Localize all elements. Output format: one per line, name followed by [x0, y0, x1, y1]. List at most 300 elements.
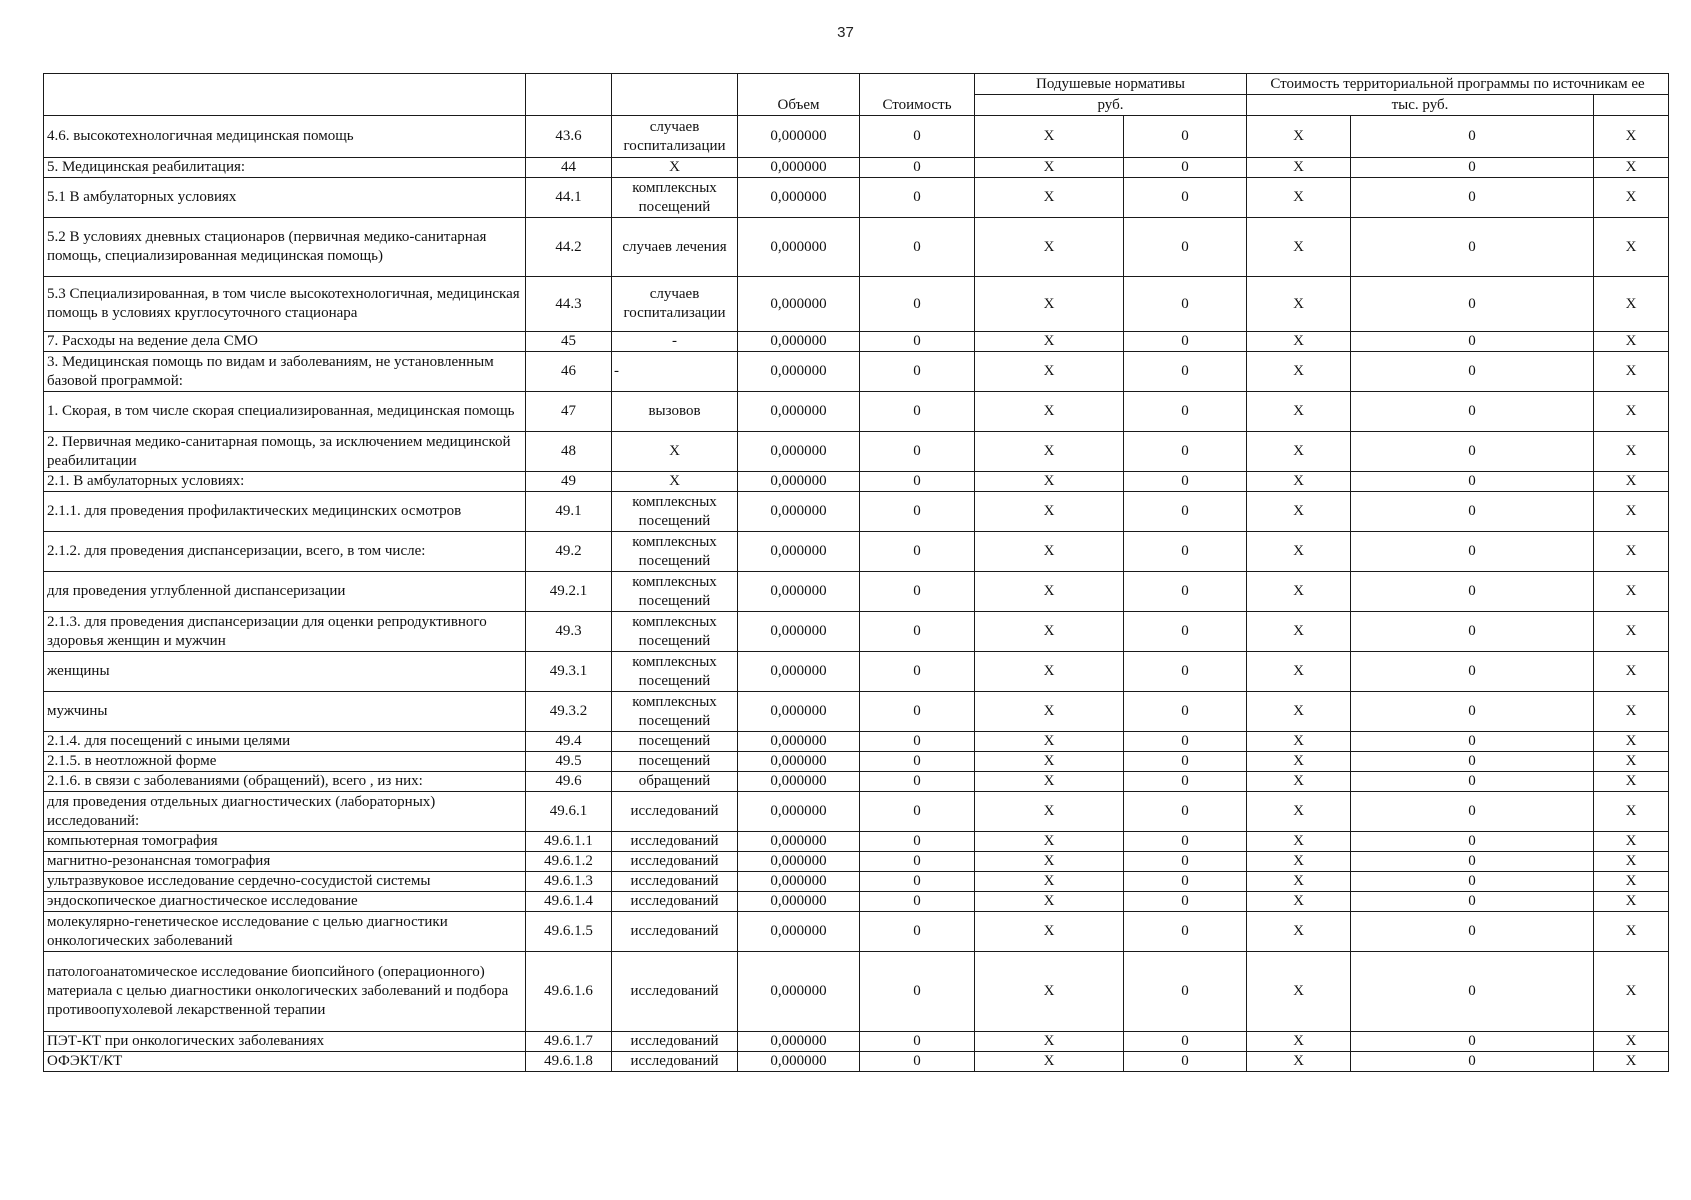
- row-program-value: 0: [1351, 692, 1594, 732]
- row-volume: 0,000000: [738, 792, 860, 832]
- row-norm-value: 0: [1124, 872, 1247, 892]
- row-unit: X: [612, 472, 738, 492]
- row-volume: 0,000000: [738, 852, 860, 872]
- row-norm-value: 0: [1124, 752, 1247, 772]
- row-norm-x: X: [975, 116, 1124, 158]
- row-cost: 0: [860, 752, 975, 772]
- row-volume: 0,000000: [738, 692, 860, 732]
- row-cost: 0: [860, 792, 975, 832]
- row-name: 2.1.4. для посещений с иными целями: [44, 732, 526, 752]
- row-volume: 0,000000: [738, 492, 860, 532]
- row-norm-value: 0: [1124, 332, 1247, 352]
- row-code: 47: [526, 392, 612, 432]
- row-name: 2.1.5. в неотложной форме: [44, 752, 526, 772]
- table-row: [44, 432, 1669, 472]
- row-volume: 0,000000: [738, 952, 860, 1032]
- row-unit: исследований: [612, 1032, 738, 1052]
- row-name: 2.1.2. для проведения диспансеризации, всего, в том числе:: [44, 532, 526, 572]
- header-volume: Объем: [738, 74, 860, 116]
- table-row: [44, 652, 1669, 692]
- row-code: 49.6.1.1: [526, 832, 612, 852]
- table-row: [44, 752, 1669, 772]
- row-program-value: 0: [1351, 872, 1594, 892]
- row-program-x2: X: [1594, 652, 1669, 692]
- row-program-value: 0: [1351, 1032, 1594, 1052]
- row-volume: 0,000000: [738, 652, 860, 692]
- row-program-x: X: [1247, 692, 1351, 732]
- row-volume: 0,000000: [738, 116, 860, 158]
- row-volume: 0,000000: [738, 432, 860, 472]
- table-row: [44, 732, 1669, 752]
- row-unit: исследований: [612, 852, 738, 872]
- row-volume: 0,000000: [738, 352, 860, 392]
- row-unit: комплексных посещений: [612, 652, 738, 692]
- row-program-x2: X: [1594, 432, 1669, 472]
- row-program-x: X: [1247, 852, 1351, 872]
- row-norm-value: 0: [1124, 492, 1247, 532]
- row-norm-x: X: [975, 432, 1124, 472]
- row-program-x: X: [1247, 652, 1351, 692]
- row-code: 49.6.1.7: [526, 1032, 612, 1052]
- row-program-x: X: [1247, 492, 1351, 532]
- row-name: 3. Медицинская помощь по видам и заболеваниям, не установленным базовой программой:: [44, 352, 526, 392]
- row-cost: 0: [860, 732, 975, 752]
- row-program-x2: X: [1594, 772, 1669, 792]
- row-norm-x: X: [975, 692, 1124, 732]
- row-program-x2: X: [1594, 218, 1669, 277]
- row-program-x2: X: [1594, 532, 1669, 572]
- row-code: 49.6.1.8: [526, 1052, 612, 1072]
- table-row: [44, 352, 1669, 392]
- table-row: [44, 692, 1669, 732]
- row-norm-x: X: [975, 532, 1124, 572]
- row-name: 5.3 Специализированная, в том числе высокотехнологичная, медицинская помощь в условиях круглосуточного стационара: [44, 277, 526, 332]
- row-program-value: 0: [1351, 572, 1594, 612]
- row-name: ОФЭКТ/КТ: [44, 1052, 526, 1072]
- row-program-value: 0: [1351, 1052, 1594, 1072]
- row-cost: 0: [860, 352, 975, 392]
- row-unit: случаев лечения: [612, 218, 738, 277]
- row-program-value: 0: [1351, 116, 1594, 158]
- row-norm-value: 0: [1124, 852, 1247, 872]
- row-program-x: X: [1247, 158, 1351, 178]
- row-unit: X: [612, 158, 738, 178]
- row-unit: исследований: [612, 1052, 738, 1072]
- row-code: 49.3: [526, 612, 612, 652]
- row-cost: 0: [860, 912, 975, 952]
- row-program-value: 0: [1351, 912, 1594, 952]
- row-norm-x: X: [975, 332, 1124, 352]
- table-row: [44, 952, 1669, 1032]
- table-row: [44, 772, 1669, 792]
- row-unit: вызовов: [612, 392, 738, 432]
- table-row: [44, 572, 1669, 612]
- row-program-x: X: [1247, 892, 1351, 912]
- row-volume: 0,000000: [738, 218, 860, 277]
- row-cost: 0: [860, 692, 975, 732]
- row-norm-x: X: [975, 277, 1124, 332]
- row-program-x2: X: [1594, 612, 1669, 652]
- row-volume: 0,000000: [738, 732, 860, 752]
- row-unit: обращений: [612, 772, 738, 792]
- table-row: [44, 852, 1669, 872]
- program-cost-table: [43, 73, 1669, 1072]
- row-program-x2: X: [1594, 277, 1669, 332]
- row-unit: посещений: [612, 752, 738, 772]
- row-cost: 0: [860, 532, 975, 572]
- row-program-x2: X: [1594, 912, 1669, 952]
- row-program-x: X: [1247, 612, 1351, 652]
- row-program-value: 0: [1351, 752, 1594, 772]
- row-code: 49.6.1: [526, 792, 612, 832]
- table-row: [44, 892, 1669, 912]
- row-norm-x: X: [975, 912, 1124, 952]
- row-volume: 0,000000: [738, 332, 860, 352]
- row-program-x: X: [1247, 832, 1351, 852]
- row-cost: 0: [860, 116, 975, 158]
- row-volume: 0,000000: [738, 752, 860, 772]
- header-unit-thousand-rub: тыс. руб.: [1247, 95, 1594, 116]
- header-cost: Стоимость: [860, 74, 975, 116]
- row-norm-value: 0: [1124, 612, 1247, 652]
- header-per-capita-norms: Подушевые нормативы: [975, 74, 1247, 95]
- row-unit: исследований: [612, 872, 738, 892]
- row-cost: 0: [860, 178, 975, 218]
- row-norm-x: X: [975, 392, 1124, 432]
- row-code: 44: [526, 158, 612, 178]
- header-empty-cell: [1594, 95, 1669, 116]
- row-unit: случаев госпитализации: [612, 277, 738, 332]
- row-program-value: 0: [1351, 852, 1594, 872]
- table-row: [44, 116, 1669, 158]
- row-program-value: 0: [1351, 492, 1594, 532]
- row-code: 49.3.2: [526, 692, 612, 732]
- row-program-x2: X: [1594, 332, 1669, 352]
- row-name: 5.2 В условиях дневных стационаров (первичная медико-санитарная помощь, специализированная медицинская помощь): [44, 218, 526, 277]
- header-row-groups: [44, 74, 1669, 95]
- row-program-value: 0: [1351, 792, 1594, 832]
- row-name: 2. Первичная медико-санитарная помощь, за исключением медицинской реабилитации: [44, 432, 526, 472]
- row-code: 49.6.1.3: [526, 872, 612, 892]
- row-norm-x: X: [975, 752, 1124, 772]
- row-unit: комплексных посещений: [612, 178, 738, 218]
- row-norm-value: 0: [1124, 116, 1247, 158]
- row-program-x2: X: [1594, 752, 1669, 772]
- row-program-x2: X: [1594, 692, 1669, 732]
- row-program-value: 0: [1351, 332, 1594, 352]
- row-unit: комплексных посещений: [612, 612, 738, 652]
- row-norm-value: 0: [1124, 472, 1247, 492]
- row-volume: 0,000000: [738, 392, 860, 432]
- table-row: [44, 912, 1669, 952]
- row-program-x2: X: [1594, 392, 1669, 432]
- row-name: магнитно-резонансная томография: [44, 852, 526, 872]
- table-row: [44, 1052, 1669, 1072]
- row-norm-value: 0: [1124, 1052, 1247, 1072]
- table-row: [44, 178, 1669, 218]
- row-cost: 0: [860, 852, 975, 872]
- header-code-cell: [526, 74, 612, 116]
- row-name: 4.6. высокотехнологичная медицинская помощь: [44, 116, 526, 158]
- row-unit: комплексных посещений: [612, 572, 738, 612]
- row-norm-value: 0: [1124, 392, 1247, 432]
- row-unit: комплексных посещений: [612, 492, 738, 532]
- table-row: [44, 872, 1669, 892]
- row-name: 7. Расходы на ведение дела СМО: [44, 332, 526, 352]
- row-norm-value: 0: [1124, 572, 1247, 612]
- row-norm-x: X: [975, 218, 1124, 277]
- row-norm-x: X: [975, 872, 1124, 892]
- row-program-value: 0: [1351, 392, 1594, 432]
- row-volume: 0,000000: [738, 872, 860, 892]
- row-program-x: X: [1247, 392, 1351, 432]
- row-cost: 0: [860, 832, 975, 852]
- row-program-value: 0: [1351, 832, 1594, 852]
- row-norm-value: 0: [1124, 772, 1247, 792]
- table-row: [44, 218, 1669, 277]
- row-program-value: 0: [1351, 732, 1594, 752]
- row-program-value: 0: [1351, 892, 1594, 912]
- row-program-x: X: [1247, 218, 1351, 277]
- row-program-x2: X: [1594, 732, 1669, 752]
- row-cost: 0: [860, 218, 975, 277]
- row-name: мужчины: [44, 692, 526, 732]
- row-code: 49.5: [526, 752, 612, 772]
- row-norm-x: X: [975, 178, 1124, 218]
- row-code: 49.1: [526, 492, 612, 532]
- row-cost: 0: [860, 892, 975, 912]
- row-norm-value: 0: [1124, 158, 1247, 178]
- row-name: 2.1.6. в связи с заболеваниями (обращений), всего , из них:: [44, 772, 526, 792]
- row-volume: 0,000000: [738, 178, 860, 218]
- table-row: [44, 332, 1669, 352]
- row-norm-x: X: [975, 652, 1124, 692]
- row-unit: комплексных посещений: [612, 692, 738, 732]
- row-program-x2: X: [1594, 572, 1669, 612]
- row-code: 49.3.1: [526, 652, 612, 692]
- row-code: 48: [526, 432, 612, 472]
- row-volume: 0,000000: [738, 532, 860, 572]
- table-row: [44, 612, 1669, 652]
- row-volume: 0,000000: [738, 832, 860, 852]
- row-name: 2.1.1. для проведения профилактических медицинских осмотров: [44, 492, 526, 532]
- row-program-value: 0: [1351, 158, 1594, 178]
- row-program-x2: X: [1594, 1032, 1669, 1052]
- row-norm-value: 0: [1124, 1032, 1247, 1052]
- row-cost: 0: [860, 872, 975, 892]
- row-code: 44.2: [526, 218, 612, 277]
- row-unit: X: [612, 432, 738, 472]
- row-code: 49.6.1.2: [526, 852, 612, 872]
- row-norm-x: X: [975, 352, 1124, 392]
- row-norm-value: 0: [1124, 892, 1247, 912]
- row-norm-value: 0: [1124, 692, 1247, 732]
- row-name: патологоанатомическое исследование биопсийного (операционного) материала с целью диагностики онкологических заболеваний и подбора противоопухолевой лекарственной терапии: [44, 952, 526, 1032]
- row-program-value: 0: [1351, 218, 1594, 277]
- row-unit: исследований: [612, 832, 738, 852]
- row-program-x2: X: [1594, 792, 1669, 832]
- row-norm-value: 0: [1124, 732, 1247, 752]
- row-name: женщины: [44, 652, 526, 692]
- table-row: [44, 277, 1669, 332]
- row-program-x2: X: [1594, 472, 1669, 492]
- row-program-x: X: [1247, 792, 1351, 832]
- row-norm-value: 0: [1124, 832, 1247, 852]
- row-norm-x: X: [975, 832, 1124, 852]
- row-name: молекулярно-генетическое исследование с целью диагностики онкологических заболеваний: [44, 912, 526, 952]
- row-volume: 0,000000: [738, 1032, 860, 1052]
- row-code: 49: [526, 472, 612, 492]
- row-program-value: 0: [1351, 952, 1594, 1032]
- row-cost: 0: [860, 572, 975, 612]
- row-norm-x: X: [975, 952, 1124, 1032]
- table-row: [44, 392, 1669, 432]
- row-program-x: X: [1247, 572, 1351, 612]
- table-row: [44, 492, 1669, 532]
- row-unit: посещений: [612, 732, 738, 752]
- row-name: компьютерная томография: [44, 832, 526, 852]
- row-program-value: 0: [1351, 612, 1594, 652]
- row-unit: исследований: [612, 892, 738, 912]
- row-code: 44.3: [526, 277, 612, 332]
- row-program-x: X: [1247, 872, 1351, 892]
- row-program-x: X: [1247, 952, 1351, 1032]
- row-unit: -: [612, 352, 738, 392]
- row-norm-x: X: [975, 572, 1124, 612]
- row-cost: 0: [860, 652, 975, 692]
- header-unit-cell: [612, 74, 738, 116]
- row-norm-value: 0: [1124, 277, 1247, 332]
- row-program-value: 0: [1351, 472, 1594, 492]
- row-name: для проведения углубленной диспансеризации: [44, 572, 526, 612]
- row-norm-x: X: [975, 158, 1124, 178]
- row-cost: 0: [860, 158, 975, 178]
- row-cost: 0: [860, 332, 975, 352]
- row-program-x2: X: [1594, 492, 1669, 532]
- row-cost: 0: [860, 277, 975, 332]
- row-cost: 0: [860, 392, 975, 432]
- table-row: [44, 1032, 1669, 1052]
- row-program-value: 0: [1351, 532, 1594, 572]
- row-name: ПЭТ-КТ при онкологических заболеваниях: [44, 1032, 526, 1052]
- row-name: 2.1.3. для проведения диспансеризации для оценки репродуктивного здоровья женщин и мужчин: [44, 612, 526, 652]
- row-program-x: X: [1247, 912, 1351, 952]
- row-program-x: X: [1247, 532, 1351, 572]
- row-code: 49.2: [526, 532, 612, 572]
- row-cost: 0: [860, 612, 975, 652]
- row-code: 46: [526, 352, 612, 392]
- row-unit: -: [612, 332, 738, 352]
- row-program-x: X: [1247, 352, 1351, 392]
- header-program-cost: Стоимость территориальной программы по источникам ее: [1247, 74, 1669, 95]
- row-unit: исследований: [612, 952, 738, 1032]
- row-norm-x: X: [975, 792, 1124, 832]
- row-volume: 0,000000: [738, 912, 860, 952]
- row-program-x2: X: [1594, 872, 1669, 892]
- row-unit: исследований: [612, 912, 738, 952]
- row-volume: 0,000000: [738, 572, 860, 612]
- row-volume: 0,000000: [738, 472, 860, 492]
- row-norm-value: 0: [1124, 792, 1247, 832]
- row-norm-x: X: [975, 1052, 1124, 1072]
- table-row: [44, 792, 1669, 832]
- row-program-x: X: [1247, 178, 1351, 218]
- row-program-x: X: [1247, 432, 1351, 472]
- row-volume: 0,000000: [738, 772, 860, 792]
- row-norm-value: 0: [1124, 912, 1247, 952]
- row-name: 5.1 В амбулаторных условиях: [44, 178, 526, 218]
- row-cost: 0: [860, 1052, 975, 1072]
- row-program-x: X: [1247, 772, 1351, 792]
- row-program-x: X: [1247, 1032, 1351, 1052]
- row-cost: 0: [860, 492, 975, 532]
- row-norm-x: X: [975, 732, 1124, 752]
- row-program-x2: X: [1594, 832, 1669, 852]
- row-cost: 0: [860, 472, 975, 492]
- row-norm-value: 0: [1124, 952, 1247, 1032]
- row-volume: 0,000000: [738, 612, 860, 652]
- row-program-x2: X: [1594, 352, 1669, 392]
- row-code: 43.6: [526, 116, 612, 158]
- row-name: 1. Скорая, в том числе скорая специализированная, медицинская помощь: [44, 392, 526, 432]
- row-program-value: 0: [1351, 352, 1594, 392]
- row-code: 45: [526, 332, 612, 352]
- row-program-x2: X: [1594, 952, 1669, 1032]
- row-program-x: X: [1247, 472, 1351, 492]
- row-norm-x: X: [975, 852, 1124, 872]
- row-unit: исследований: [612, 792, 738, 832]
- row-norm-value: 0: [1124, 652, 1247, 692]
- row-volume: 0,000000: [738, 1052, 860, 1072]
- row-volume: 0,000000: [738, 892, 860, 912]
- row-program-value: 0: [1351, 178, 1594, 218]
- row-program-value: 0: [1351, 652, 1594, 692]
- row-program-x: X: [1247, 752, 1351, 772]
- row-code: 49.6.1.6: [526, 952, 612, 1032]
- row-program-value: 0: [1351, 432, 1594, 472]
- row-norm-x: X: [975, 892, 1124, 912]
- row-cost: 0: [860, 432, 975, 472]
- row-norm-value: 0: [1124, 178, 1247, 218]
- row-program-x2: X: [1594, 178, 1669, 218]
- row-norm-x: X: [975, 472, 1124, 492]
- row-cost: 0: [860, 952, 975, 1032]
- table-row: [44, 158, 1669, 178]
- row-program-value: 0: [1351, 772, 1594, 792]
- row-norm-x: X: [975, 612, 1124, 652]
- row-volume: 0,000000: [738, 158, 860, 178]
- row-norm-x: X: [975, 1032, 1124, 1052]
- header-unit-rub: руб.: [975, 95, 1247, 116]
- row-program-x2: X: [1594, 892, 1669, 912]
- row-program-x2: X: [1594, 116, 1669, 158]
- row-norm-value: 0: [1124, 218, 1247, 277]
- row-code: 49.6.1.4: [526, 892, 612, 912]
- row-program-x: X: [1247, 332, 1351, 352]
- row-program-x: X: [1247, 1052, 1351, 1072]
- row-program-x2: X: [1594, 158, 1669, 178]
- header-name-cell: [44, 74, 526, 116]
- row-name: эндоскопическое диагностическое исследование: [44, 892, 526, 912]
- row-name: для проведения отдельных диагностических (лабораторных) исследований:: [44, 792, 526, 832]
- row-unit: случаев госпитализации: [612, 116, 738, 158]
- row-name: ультразвуковое исследование сердечно-сосудистой системы: [44, 872, 526, 892]
- row-program-x2: X: [1594, 1052, 1669, 1072]
- row-code: 49.4: [526, 732, 612, 752]
- page-number: 37: [837, 24, 854, 41]
- row-volume: 0,000000: [738, 277, 860, 332]
- row-norm-x: X: [975, 772, 1124, 792]
